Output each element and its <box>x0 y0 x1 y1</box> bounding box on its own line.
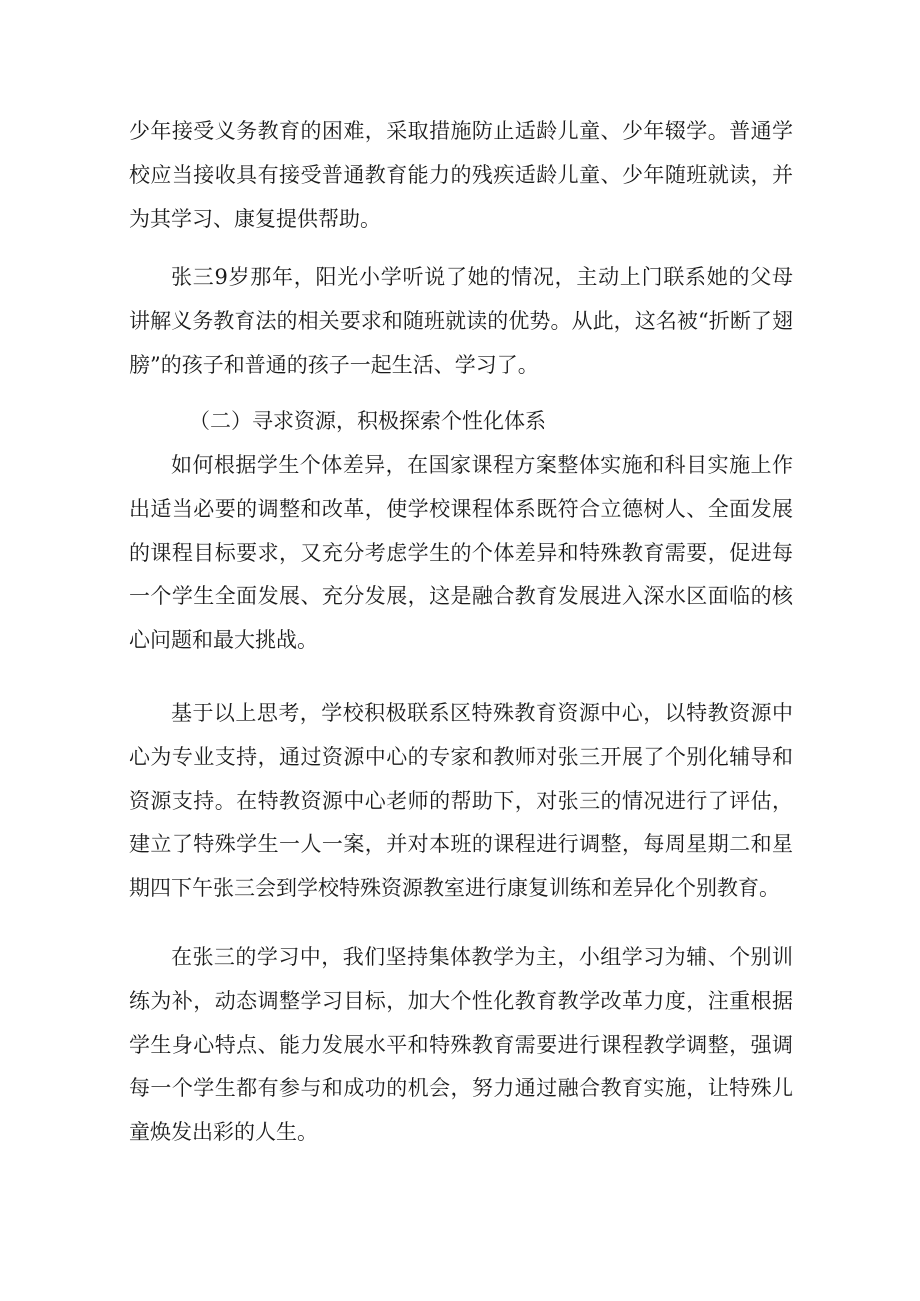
paragraph-compulsory-education: 少年接受义务教育的困难，采取措施防止适龄儿童、少年辍学。普通学校应当接收具有接受普通教育能力的残疾适龄儿童、少年随班就读，并为其学习、康复提供帮助。 <box>129 119 793 231</box>
paragraph-zhang-san-enrollment: 张三9岁那年，阳光小学听说了她的情况，主动上门联系她的父母讲解义务教育法的相关要求和随班就读的优势。从此，这名被“折断了翅膀”的孩子和普通的孩子一起生活、学习了。 <box>129 265 793 377</box>
paragraph-curriculum-adjustment: 如何根据学生个体差异，在国家课程方案整体实施和科目实施上作出适当必要的调整和改革，使学校课程体系既符合立德树人、全面发展的课程目标要求，又充分考虑学生的个体差异和特殊教育需要，促进每一个学生全面发展、充分发展，这是融合教育发展进入深水区面临的核心问题和最大挑战。 <box>129 453 793 653</box>
section-heading: （二）寻求资源，积极探索个性化体系 <box>189 409 546 433</box>
paragraph-teaching-approach: 在张三的学习中，我们坚持集体教学为主，小组学习为辅、个别训练为补，动态调整学习目标，加大个性化教育教学改革力度，注重根据学生身心特点、能力发展水平和特殊教育需要进行课程教学调整，强调每一个学生都有参与和成功的机会，努力通过融合教育实施，让特殊儿童焕发出彩的人生。 <box>129 945 793 1145</box>
paragraph-resource-center: 基于以上思考，学校积极联系区特殊教育资源中心，以特教资源中心为专业支持，通过资源中心的专家和教师对张三开展了个别化辅导和资源支持。在特教资源中心老师的帮助下，对张三的情况进行了评估，建立了特殊学生一人一案，并对本班的课程进行调整，每周星期二和星期四下午张三会到学校特殊资源教室进行康复训练和差异化个别教育。 <box>129 701 793 901</box>
